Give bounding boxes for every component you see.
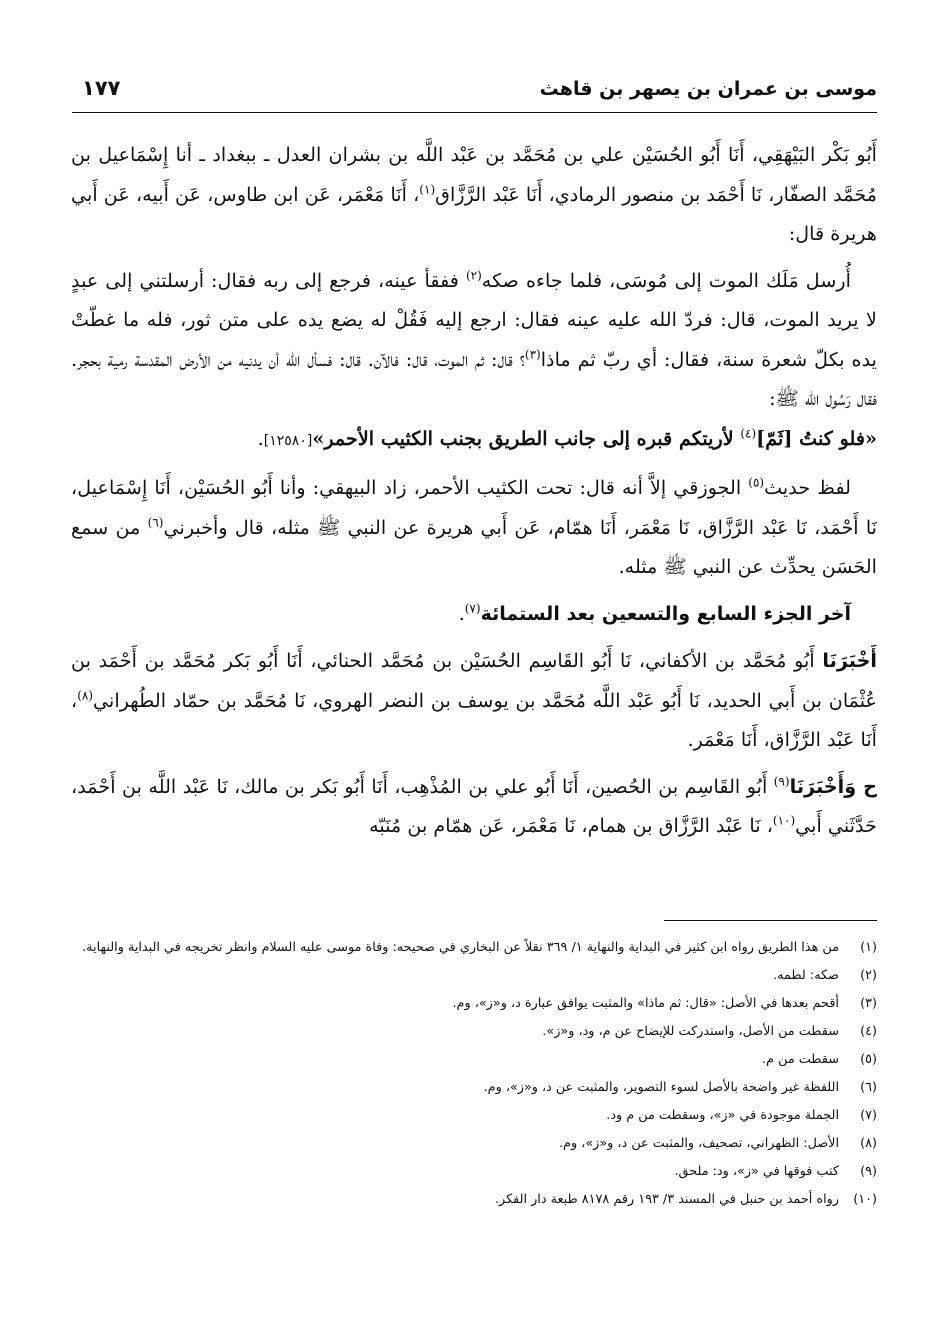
paragraph-isnad-2: أَخْبَرَنَا أَبُو مُحَمَّد بن الأكفاني، نَا أَبُو القَاسِم الحُسَيْن بن مُحَمَّد الحنائي، أَنَا أَبُو بَكر مُحَمَّد بن أَحْمَد بن عُثْمَان بن أَبي الحديد، نَا أَبُو عَبْد اللَّه مُحَمَّد بن يوسف بن النضر الهروي، نَا مُحَمَّد بن حمّاد الطُهراني$^{(٨)}$، أَنَا عَبْد الرَّزَّاق، أَنَا مَعْمَر. bbox=[71, 649, 877, 751]
footnote-marker[interactable]: (٣) bbox=[524, 347, 541, 362]
running-header bbox=[72, 72, 877, 113]
footnote-marker[interactable]: (١٠) bbox=[772, 813, 796, 828]
footnote-item: (٤) سقطت من الأصل، واستدركت للإيضاح عن م، ود، و«ز». bbox=[542, 1024, 877, 1039]
section-heading: آخر الجزء السابع والتسعين بعد الستمائة$^{(٧)}$. bbox=[458, 601, 851, 625]
footnote-marker[interactable]: (١) bbox=[419, 182, 436, 197]
page-number: ١٧٧ bbox=[82, 76, 121, 100]
footnote-item: (٦) اللفظة غير واضحة بالأصل لسوء التصوير، والمثبت عن د، و«ز»، وم. bbox=[483, 1080, 877, 1095]
hadith-reference-number: [١٢٥٨٠] bbox=[263, 432, 313, 449]
running-title: موسى بن عمران بن يصهر بن قاهث bbox=[539, 78, 877, 100]
akhbarana-lead: ح وَأَخْبَرَنَا bbox=[789, 774, 877, 798]
paragraph-commentary: لفظ حديث$^{(٥)}$ الجوزقي إلاَّ أنه قال: تحت الكثيب الأحمر، زاد البيهقي: وأنا أَبُو الحُسَيْن، أَنَا إِسْمَاعيل، نَا أَحْمَد، نَا عَبْد الرَّزَّاق، نَا مَعْمَر، أَنَا همّام، عَن أَبي هريرة عن النبي ﷺ مثله، قال وأخبرني$^{(٦)}$ من سمع الحَسَن يحدِّث عن النبي ﷺ مثله. bbox=[71, 475, 878, 578]
footnote-marker[interactable]: (٨) bbox=[77, 688, 94, 703]
paragraph-isnad-3: ح وَأَخْبَرَنَا$^{(٩)}$ أَبُو القَاسِم بن الحُصين، أَنَا أَبُو علي بن المُذْهِب، أَنَا أَبُو بَكر بن مالك، نَا عَبْد اللَّه بن أَحْمَد، حَدَّثَني أَبي$^{(١٠)}$، نَا عَبْد الرَّزَّاق بن همام، نَا مَعْمَر، عَن همّام بن مُنَبّه bbox=[71, 774, 877, 837]
prophetic-quote: «فلو كنتُ [ثَمّ] bbox=[756, 426, 877, 450]
footnote-item: (٣) أقحم بعدها في الأصل: «قال: ثم ماذا» والمثبت يوافق عبارة د، و«ز»، وم. bbox=[452, 996, 877, 1011]
footnote-marker[interactable]: (٩) bbox=[773, 774, 790, 789]
footnote-marker[interactable]: (٥) bbox=[748, 475, 765, 490]
footnote-item: (٢) صكه: لطمه. bbox=[773, 968, 877, 983]
footnote-marker[interactable]: (٤) bbox=[740, 426, 757, 441]
paragraph-hadith-text: أُرسل مَلَك الموت إلى مُوسَى، فلما جاءه صكه$^{(٢)}$ ففقأ عينه، فرجع إلى ربه فقال: أرسلتني إلى عبدٍ لا يريد الموت، قال: فردّ الله عليه عينه فقال: ارجع إليه فَقُلْ له يضع يده على متن ثور، فله ما غطّتْ يده بكلّ شعرة سنة، فقال: أي ربّ ثم ماذا$^{(٣)}$؟ قال: ثم الموت، قال: فالآن. قال: فسأل الله أن يدنيه من الأرض المقدسة رمية بحجر. فقال رَسُول الله ﷺ: «فلو كنتُ [ثَمّ]$^{(٤)}$ لأريتكم قبره إلى جانب الطريق بجنب الكثيب الأحمر»[١٢٥٨٠]. bbox=[71, 268, 877, 450]
akhbarana-lead: أَخْبَرَنَا bbox=[822, 649, 877, 672]
footnote-item: (٥) سقطت من م. bbox=[762, 1052, 877, 1067]
footnote-item: (٨) الأصل: الظهراني، تصحيف، والمثبت عن د، و«ز»، وم. bbox=[558, 1136, 877, 1151]
main-text bbox=[71, 135, 877, 853]
footnote-marker[interactable]: (٦) bbox=[147, 515, 164, 530]
footnote-marker[interactable]: (٧) bbox=[464, 601, 481, 616]
footnote-marker[interactable]: (٢) bbox=[465, 268, 482, 283]
footnote-item: (١٠) رواه أحمد بن حنبل في المسند ٣/ ١٩٣ رقم ٨١٧٨ طبعة دار الفكر. bbox=[494, 1192, 877, 1207]
footnote-item: (٧) الجملة موجودة في «ز»، وسقطت من م ود. bbox=[606, 1108, 877, 1123]
footnotes bbox=[71, 934, 877, 1214]
footnote-item: (١) من هذا الطريق رواه ابن كثير في البداية والنهاية ١/ ٣٦٩ نقلاً عن البخاري في صحيحه: وفاة موسى عليه السلام وانظر تخريجه في البداية والنهاية. bbox=[82, 940, 877, 955]
paragraph-isnad-1: أَبُو بَكْر البَيْهَقِي، أَنَا أَبُو الحُسَيْن علي بن مُحَمَّد بن عَبْد اللَّه بن بشران العدل ـ ببغداد ـ أنا إِسْمَاعيل بن مُحَمَّد الصفّار، نَا أَحْمَد بن منصور الرمادي، أَنَا عَبْد الرَّزَّاق$^{(١)}$، أَنَا مَعْمَر، عَن ابن طاوس، عَن أَبيه، عَن أَبي هريرة قال: bbox=[71, 143, 877, 245]
footnote-item: (٩) كتب فوقها في «ز»، ود: ملحق. bbox=[674, 1164, 877, 1179]
footnote-separator bbox=[664, 920, 877, 921]
